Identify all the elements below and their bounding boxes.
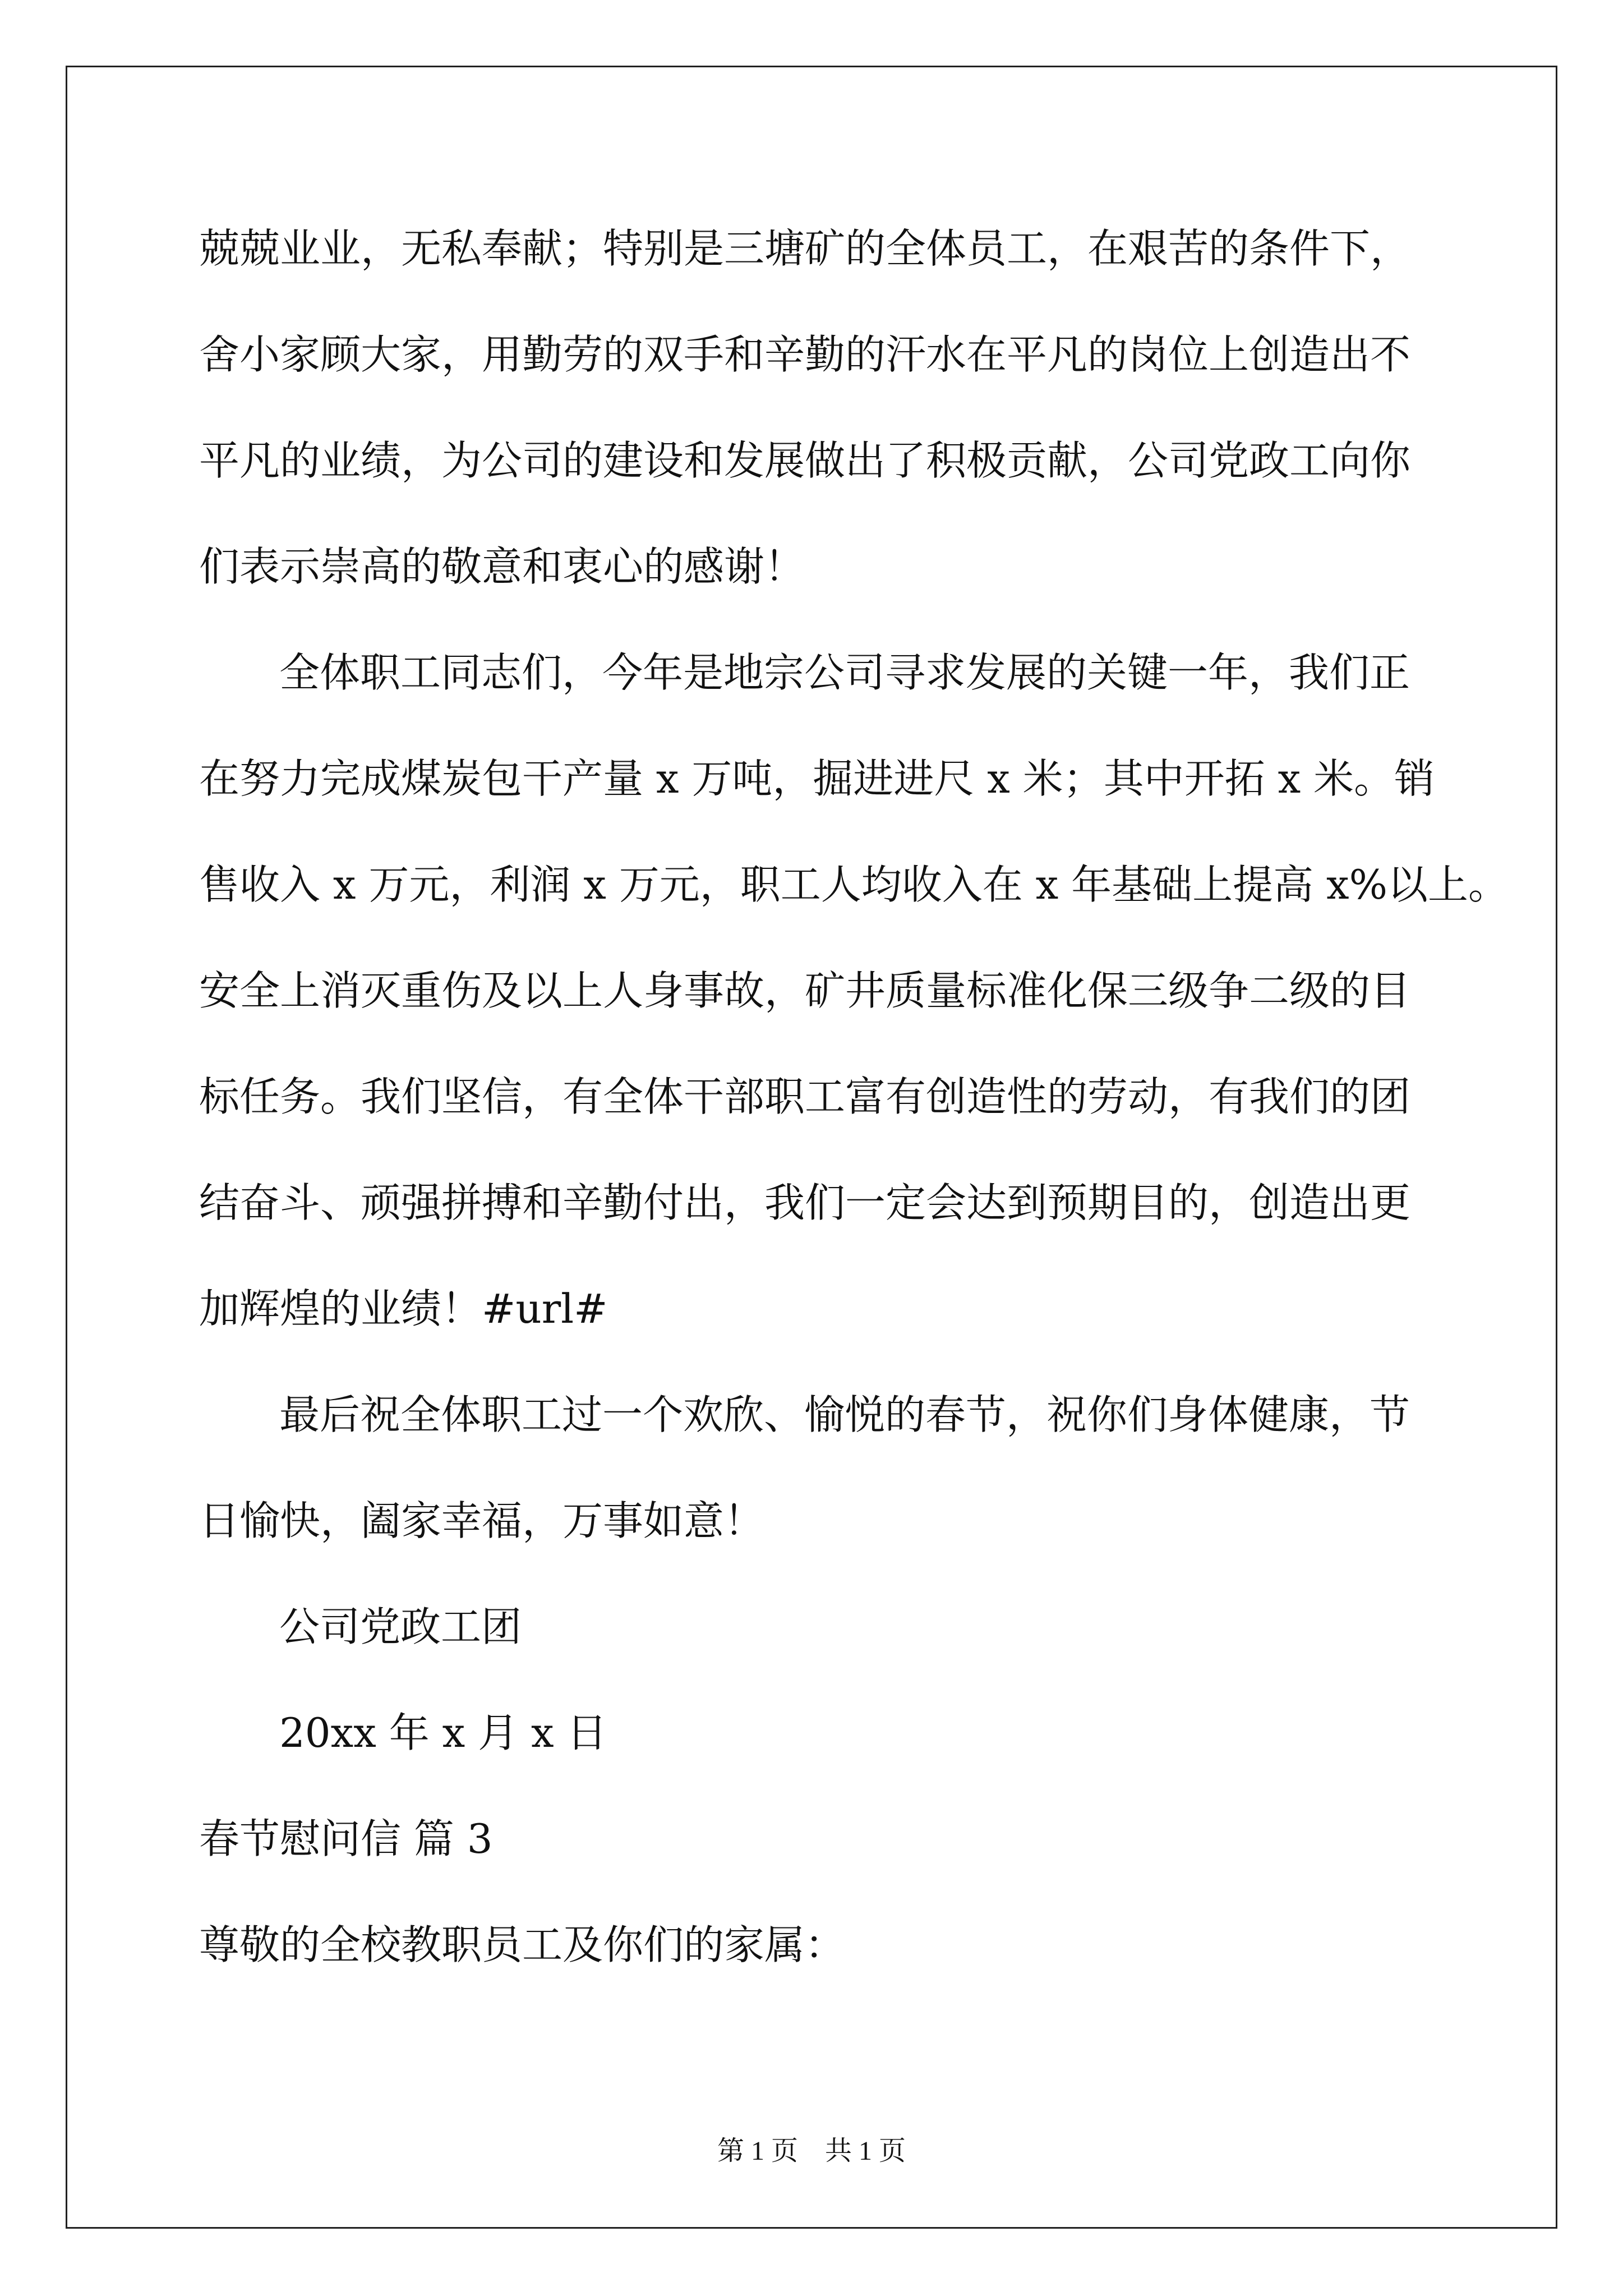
signature-organization: 公司党政工团 [279,1603,522,1650]
text-line: 标任务。我们坚信，有全体干部职工富有创造性的劳动，有我们的团 [199,1073,1411,1120]
signature-date: 20xx 年 x 月 x 日 [279,1709,607,1756]
paragraph-start: 最后祝全体职工过一个欢欣、愉悦的春节，祝你们身体健康，节 [279,1391,1410,1438]
text-line: 加辉煌的业绩！#url# [199,1285,608,1332]
text-line: 兢兢业业，无私奉献；特别是三塘矿的全体员工，在艰苦的条件下， [199,225,1411,272]
page-footer: 第 1 页 共 1 页 [717,2136,906,2166]
salutation: 尊敬的全校教职员工及你们的家属： [199,1921,846,1968]
text-line: 在努力完成煤炭包干产量 x 万吨，掘进进尺 x 米；其中开拓 x 米。销 [199,755,1435,802]
section-heading: 春节慰问信 篇 3 [199,1815,493,1862]
text-line: 们表示崇高的敬意和衷心的感谢！ [199,543,805,590]
paragraph-start: 全体职工同志们，今年是地宗公司寻求发展的关键一年，我们正 [279,649,1410,696]
text-line: 售收入 x 万元，利润 x 万元，职工人均收入在 x 年基础上提高 x%以上。 [199,861,1509,908]
text-line: 平凡的业绩，为公司的建设和发展做出了积极贡献，公司党政工向你 [199,437,1411,484]
text-line: 安全上消灭重伤及以上人身事故，矿井质量标准化保三级争二级的目 [199,967,1411,1014]
text-line: 结奋斗、顽强拼搏和辛勤付出，我们一定会达到预期目的，创造出更 [199,1179,1411,1226]
text-line: 舍小家顾大家，用勤劳的双手和辛勤的汗水在平凡的岗位上创造出不 [199,331,1411,378]
text-line: 日愉快，阖家幸福，万事如意！ [199,1497,765,1544]
page-border [66,66,1557,2229]
